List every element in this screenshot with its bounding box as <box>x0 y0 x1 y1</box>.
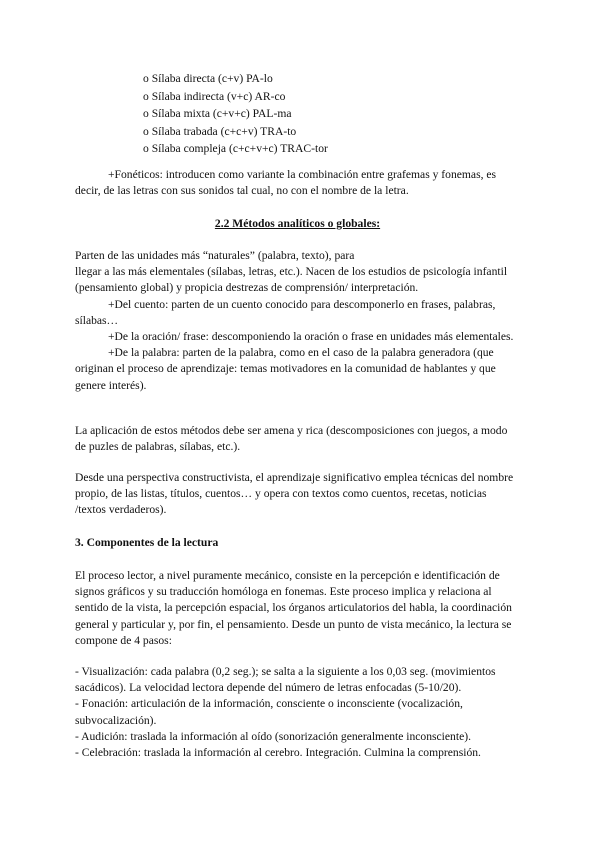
syllable-item-indirecta: o Sílaba indirecta (v+c) AR-co <box>143 89 286 103</box>
syllable-types-list <box>143 71 328 159</box>
section-heading-3: 3. Componentes de la lectura <box>75 536 219 549</box>
syllable-item-directa: o Sílaba directa (c+v) PA-lo <box>143 72 273 85</box>
paso-celebracion: - Celebración: traslada la información al cerebro. Integración. Culmina la comprensión. <box>75 746 481 760</box>
metodo-palabra: +De la palabra: parten de la palabra, como en el caso de la palabra generadora (que originan el proceso de aprendizaje: temas motivadores en la comunidad de hablantes y que genere interés). <box>75 346 496 392</box>
syllable-item-compleja: o Sílaba compleja (c+c+v+c) TRAC-tor <box>143 142 328 156</box>
proceso-paragraph: El proceso lector, a nivel puramente mecánico, consiste en la percepción e identificación de signos gráficos y su traducción homóloga en fonemas. Este proceso implica y relaciona al sentido de la vista, la percepción espacial, los órganos articulatorios del habla, la coordinación general y particular y, por fin, el pensamiento. Desde un punto de vista mecánico, la lectura se compone de 4 pasos: <box>75 569 512 647</box>
syllable-item-trabada: o Sílaba trabada (c+c+v) TRA-to <box>143 124 297 138</box>
foneticos-paragraph: +Fonéticos: introducen como variante la combinación entre grafemas y fonemas, es decir, de las letras con sus sonidos tal cual, no con el nombre de la letra. <box>75 168 497 198</box>
constructivista-paragraph: Desde una perspectiva constructivista, el aprendizaje significativo emplea técnicas del nombre propio, de las listas, títulos, cuentos… y opera con textos como cuentos, recetas, noticias /textos verdaderos). <box>75 471 514 517</box>
metodo-cuento: +Del cuento: parten de un cuento conocido para descomponerlo en frases, palabras, sílabas… <box>75 297 496 327</box>
metodo-oracion: +De la oración/ frase: descomponiendo la oración o frase en unidades más elementales. <box>108 330 514 344</box>
syllable-item-mixta: o Sílaba mixta (c+v+c) PAL-ma <box>143 107 292 121</box>
analiticos-block <box>75 248 520 394</box>
analiticos-intro-line1: Parten de las unidades más “naturales” (palabra, texto), para <box>75 249 355 262</box>
section-heading-2-2: 2.2 Métodos analíticos o globales: <box>214 217 381 230</box>
analiticos-intro-line2: llegar a las más elementales (sílabas, letras, etc.). Nacen de los estudios de psicología infantil (pensamiento global) y propicia destrezas de comprensión/ interpretación. <box>75 265 508 295</box>
aplicacion-paragraph: La aplicación de estos métodos debe ser amena y rica (descomposiciones con juegos, a modo de puzles de palabras, sílabas, etc.). <box>75 424 508 454</box>
paso-fonacion: - Fonación: articulación de la información, consciente o inconsciente (vocalización, subvocalización). <box>75 697 463 727</box>
paso-visualizacion: - Visualización: cada palabra (0,2 seg.); se salta a la siguiente a los 0,03 seg. (movimientos sacádicos). La velocidad lectora depende del número de letras enfocadas (5-10/20). <box>75 665 496 695</box>
pasos-list <box>75 664 520 761</box>
paso-audicion: - Audición: traslada la información al oído (sonorización generalmente inconsciente). <box>75 729 471 743</box>
